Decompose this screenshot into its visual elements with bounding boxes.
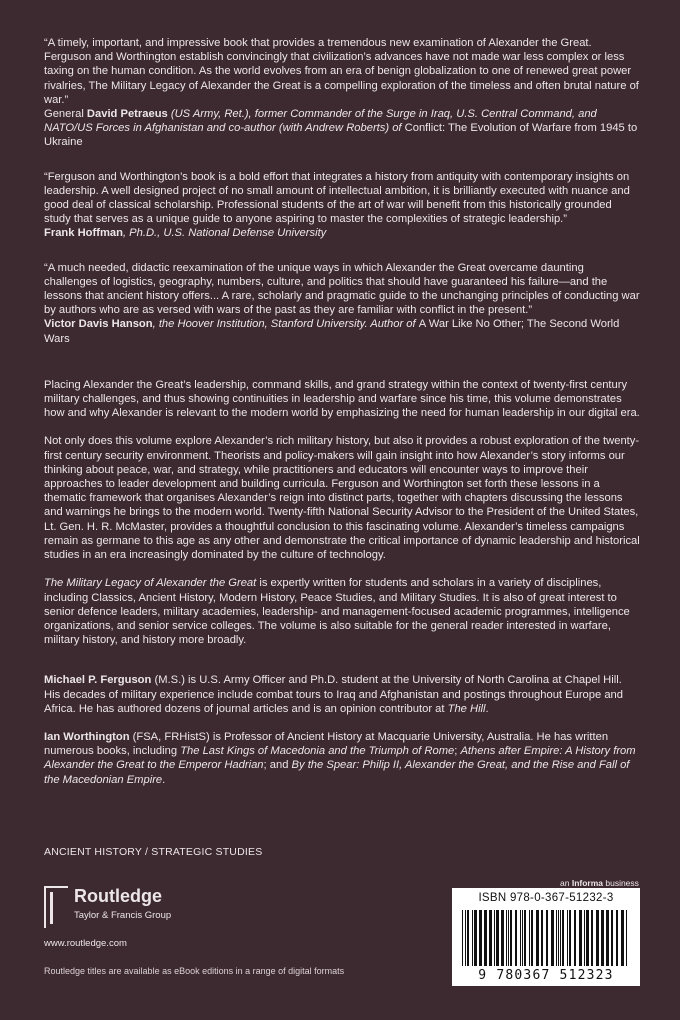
isbn-barcode — [452, 888, 640, 986]
author-bio-worthington: Ian Worthington (FSA, FRHistS) is Professor of Ancient History at Macquarie University, Australia. He has written numerous books, including The Last Kings of Macedonia and the Triumph of Rome; Athens after Empire: A History from Alexander the Great to the Emperor Hadrian; and By the Spear: Philip II, Alexander the Great, and the Rise and Fall of the Macedonian Empire. — [44, 730, 636, 786]
endorser-name: Victor Davis Hanson — [44, 318, 153, 331]
endorser-name: Frank Hoffman — [44, 227, 123, 240]
endorsement-petraeus — [44, 36, 640, 150]
book-description — [44, 378, 640, 647]
author-bios — [44, 673, 640, 786]
barcode-icon — [462, 910, 630, 968]
author-name: Michael P. Ferguson — [44, 674, 152, 687]
endorser-name: David Petraeus — [86, 108, 168, 121]
routledge-mark-icon — [44, 886, 68, 928]
description-paragraph: Placing Alexander the Great’s leadership, command skills, and grand strategy within the context of twenty-first century military challenges, and thus showing continuities in leadership and warfare since his time, this volume demonstrates how and why Alexander is relevant to the modern world by emphasizing the need for human leadership in our digital era. — [44, 378, 640, 420]
description-paragraph: Not only does this volume explore Alexander’s rich military history, but also it provides a robust exploration of the twenty-first century security environment. Theorists and policy-makers will gain insight into how Alexander’s story informs our thinking about peace, war, and strategy, while practitioners and educators will encounter ways to improve their approaches to leader development and building curricula. Ferguson and Worthington set forth these lessons in a thematic framework that organises Alexander’s reign into distinct parts, together with chapters discussing the lessons and warnings he brings to the modern world. Twenty-fifth National Security Advisor to the President of the United States, Lt. Gen. H. R. McMaster, provides a thoughtful conclusion to this fascinating volume. Alexander’s timeless campaigns remain as germane to this age as any other and demonstrate the critical importance of dynamic leadership and historical studies in an era increasingly dominated by the culture of technology. — [44, 435, 640, 562]
quote-attribution: Victor Davis Hanson, the Hoover Institution, Stanford University. Author of A War Like No Other; The Second World Wars — [44, 318, 620, 345]
quote-attribution: General David Petraeus (US Army, Ret.), former Commander of the Surge in Iraq, U.S. Central Command, and NATO/US Forces in Afghanistan and co-author (with Andrew Roberts) of Conflict: The Evolution of Warfare from 1945 to Ukraine — [44, 108, 638, 149]
ebook-note: Routledge titles are available as eBook editions in a range of digital formats — [44, 966, 345, 976]
audience-paragraph: The Military Legacy of Alexander the Great is expertly written for students and scholars in a variety of disciplines, including Classics, Ancient History, Modern History, Peace Studies, and Military Studies. It is also of great interest to senior defence leaders, military academies, leadership- and management-focused academic programmes, intelligence organizations, and senior service colleges. The volume is also suitable for the general reader interested in warfare, military history, and history more broadly. — [44, 577, 630, 647]
quote-attribution: Frank Hoffman, Ph.D., U.S. National Defense University — [44, 227, 327, 240]
barcode-digits: 9 780367 512323 — [478, 968, 614, 983]
isbn-label: ISBN 978-0-367-51232-3 — [478, 892, 614, 904]
quote-text: “Ferguson and Worthington’s book is a bold effort that integrates a history from antiquity with contemporary insights on leadership. A well designed project of no small amount of intellectual ambition, it is brilliantly executed with nuance and good deal of classical scholarship. Professional students of the art of war will benefit from this historically grounded study that serves as a unique guide to anyone aspiring to master the complexities of strategic leadership.” — [44, 170, 630, 226]
publisher-group: Taylor & Francis Group — [74, 910, 172, 921]
endorsement-hoffman — [44, 170, 640, 241]
publisher-url[interactable]: www.routledge.com — [44, 938, 127, 949]
subject-category: ANCIENT HISTORY / STRATEGIC STUDIES — [44, 846, 263, 858]
author-name: Ian Worthington — [44, 730, 130, 743]
routledge-logo — [44, 886, 214, 930]
author-bio-ferguson: Michael P. Ferguson (M.S.) is U.S. Army Officer and Ph.D. student at the University of North Carolina at Chapel Hill. His decades of military experience include combat tours to Iraq and Afghanistan and postings throughout Europe and Africa. He has authored dozens of journal articles and is an opinion contributor at The Hill. — [44, 674, 624, 715]
quote-text: “A timely, important, and impressive book that provides a tremendous new examination of Alexander the Great. Ferguson and Worthington establish convincingly that civilization’s advances have not made war less complex or less taxing on the human condition. As the world evolves from an era of benign globalization to one of renewed great power rivalries, The Military Legacy of Alexander the Great is a compelling exploration of the timeless and often brutal nature of war.” — [44, 37, 639, 106]
back-cover-text — [44, 36, 640, 801]
quote-text: “A much needed, didactic reexamination of the unique ways in which Alexander the Great overcame daunting challenges of logistics, geography, numbers, culture, and politics that should have guaranteed his failure—and the lessons that ancient history offers... A rare, scholarly and pragmatic guide to the unchanging principles of conducting war by authors who are as versed with wars of the past as they are familiar with conflict in the present.” — [44, 261, 640, 317]
publisher-name: Routledge — [74, 886, 162, 906]
endorsement-hanson — [44, 261, 640, 346]
informa-tagline: an Informa business — [560, 878, 639, 888]
